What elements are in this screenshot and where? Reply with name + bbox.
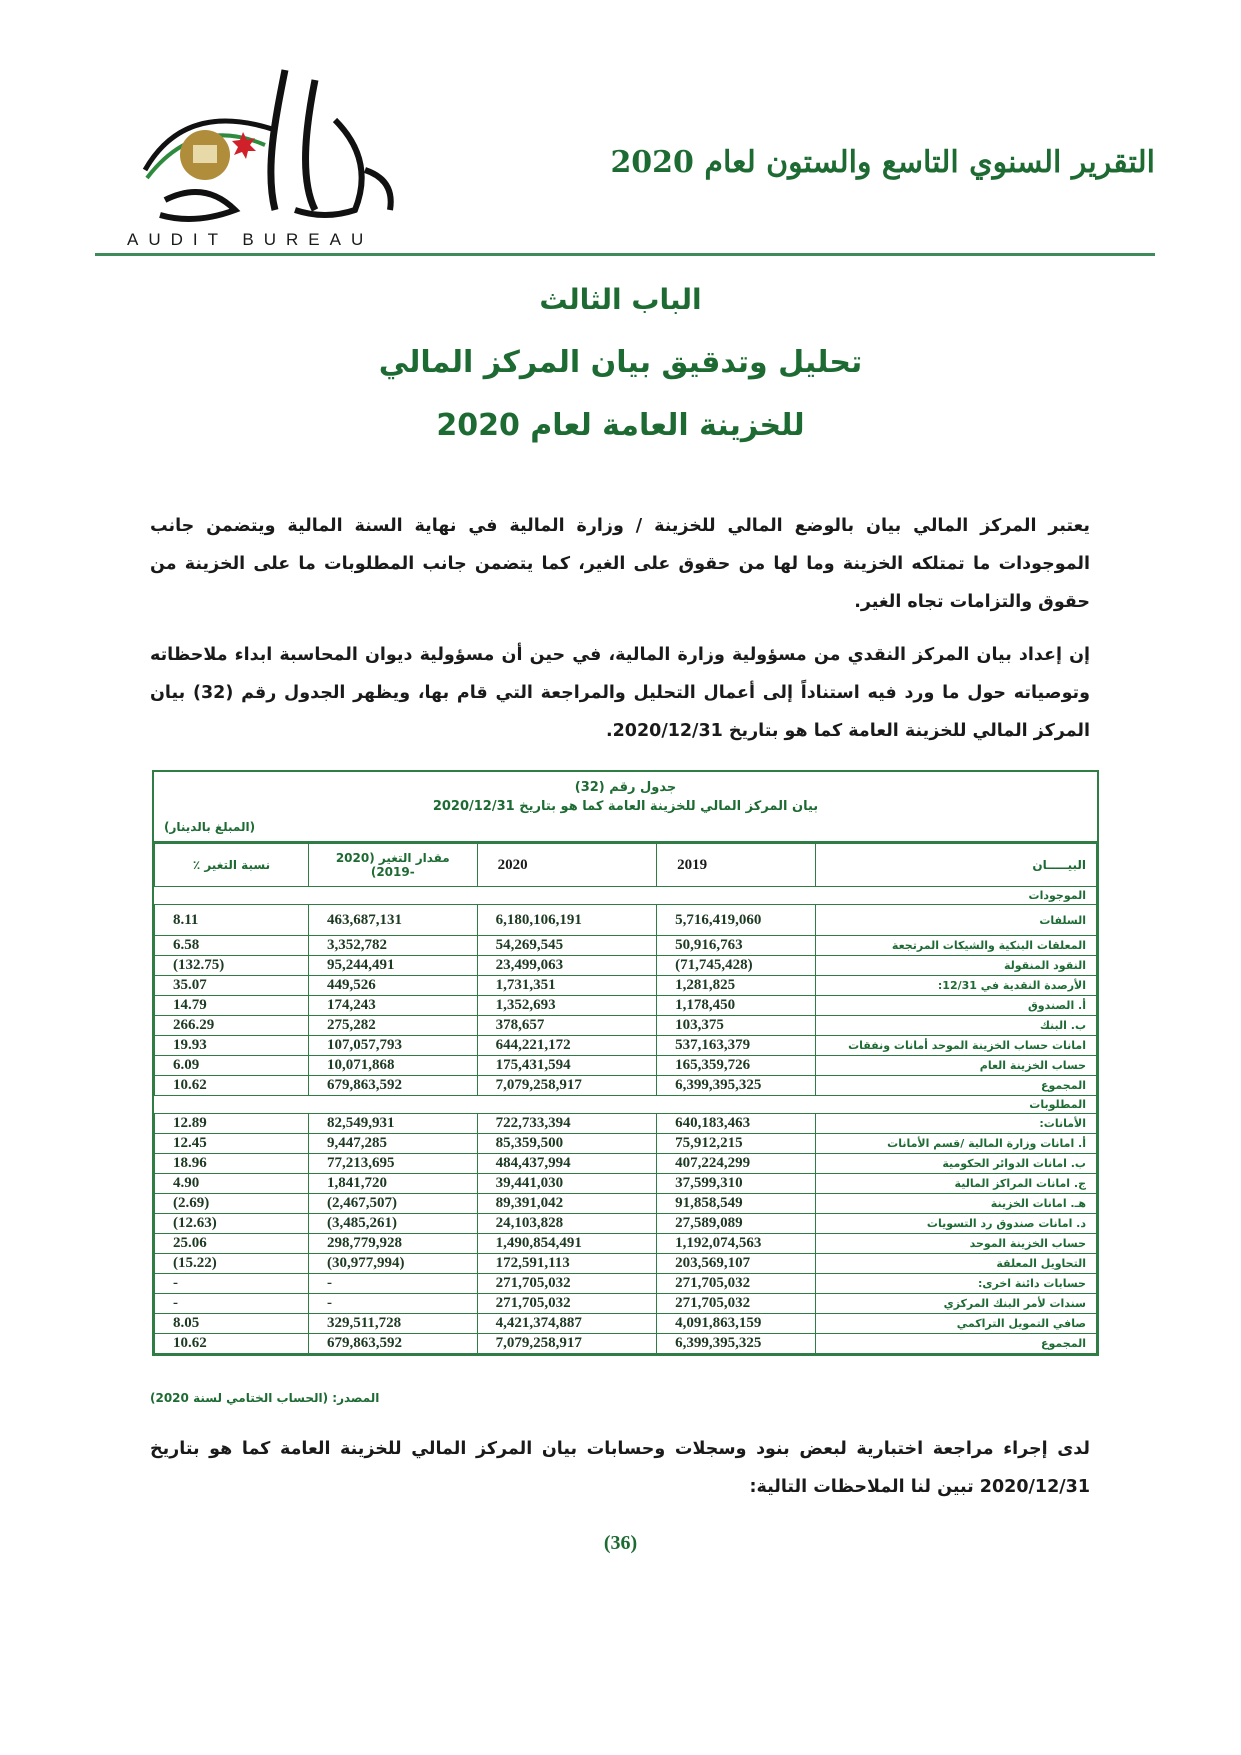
section-label: المطلوبات — [816, 1096, 1097, 1114]
change-amount: 463,687,131 — [308, 905, 477, 936]
change-percent: 12.89 — [155, 1114, 309, 1134]
table-title: بيان المركز المالي للخزينة العامة كما هو بتاريخ 2020/12/31 — [432, 799, 819, 814]
change-percent: 35.07 — [155, 976, 309, 996]
chapter-subtitle: للخزينة العامة لعام 2020 — [436, 408, 805, 443]
table-row — [155, 1076, 1097, 1096]
row-label: صافي التمويل التراكمي — [816, 1314, 1097, 1334]
value-2020: 7,079,258,917 — [477, 1076, 657, 1096]
table-row — [155, 1214, 1097, 1234]
change-percent: (132.75) — [155, 956, 309, 976]
value-2020: 85,359,500 — [477, 1134, 657, 1154]
row-label: ج. امانات المراكز المالية — [816, 1174, 1097, 1194]
row-label: ب. امانات الدوائر الحكومية — [816, 1154, 1097, 1174]
table-row — [155, 905, 1097, 936]
value-2020: 23,499,063 — [477, 956, 657, 976]
value-2020: 1,731,351 — [477, 976, 657, 996]
value-2019: 103,375 — [657, 1016, 816, 1036]
table-number: جدول رقم (32) — [574, 780, 677, 795]
change-percent: (12.63) — [155, 1214, 309, 1234]
row-label: هـ. امانات الخزينة — [816, 1194, 1097, 1214]
change-percent: 10.62 — [155, 1076, 309, 1096]
section-row-assets — [155, 887, 1097, 905]
header-item: البيـــــان — [816, 844, 1097, 887]
value-2019: (71,745,428) — [657, 956, 816, 976]
value-2019: 75,912,215 — [657, 1134, 816, 1154]
data-table — [154, 843, 1097, 1354]
value-2019: 5,716,419,060 — [657, 905, 816, 936]
value-2020: 722,733,394 — [477, 1114, 657, 1134]
change-amount: 679,863,592 — [308, 1334, 477, 1354]
change-percent: 266.29 — [155, 1016, 309, 1036]
change-amount: 107,057,793 — [308, 1036, 477, 1056]
row-label: امانات حساب الخزينة الموحد أمانات ونفقات — [816, 1036, 1097, 1056]
table-row — [155, 976, 1097, 996]
value-2019: 537,163,379 — [657, 1036, 816, 1056]
value-2019: 37,599,310 — [657, 1174, 816, 1194]
table-row — [155, 1174, 1097, 1194]
change-percent: 19.93 — [155, 1036, 309, 1056]
value-2020: 1,352,693 — [477, 996, 657, 1016]
change-percent: 8.05 — [155, 1314, 309, 1334]
value-2019: 165,359,726 — [657, 1056, 816, 1076]
value-2020: 24,103,828 — [477, 1214, 657, 1234]
value-2019: 91,858,549 — [657, 1194, 816, 1214]
page-header — [95, 60, 1155, 255]
value-2019: 1,192,074,563 — [657, 1234, 816, 1254]
value-2020: 271,705,032 — [477, 1294, 657, 1314]
row-label: المعلقات البنكية والشيكات المرتجعة — [816, 936, 1097, 956]
table-body — [155, 887, 1097, 1354]
change-amount: 679,863,592 — [308, 1076, 477, 1096]
value-2020: 172,591,113 — [477, 1254, 657, 1274]
change-amount: 77,213,695 — [308, 1154, 477, 1174]
page-number: (36) — [603, 1532, 638, 1554]
value-2019: 640,183,463 — [657, 1114, 816, 1134]
value-2020: 6,180,106,191 — [477, 905, 657, 936]
row-label: المجموع — [816, 1334, 1097, 1354]
table-row — [155, 1056, 1097, 1076]
header-2019: 2019 — [657, 844, 816, 887]
currency-unit: (المبلغ بالدينار) — [164, 820, 256, 834]
table-row — [155, 1016, 1097, 1036]
change-amount: 95,244,491 — [308, 956, 477, 976]
value-2019: 203,569,107 — [657, 1254, 816, 1274]
change-amount: 1,841,720 — [308, 1174, 477, 1194]
change-amount: (2,467,507) — [308, 1194, 477, 1214]
value-2019: 6,399,395,325 — [657, 1076, 816, 1096]
row-label: الأمانات: — [816, 1114, 1097, 1134]
change-amount: 329,511,728 — [308, 1314, 477, 1334]
change-percent: - — [155, 1294, 309, 1314]
row-label: المجموع — [816, 1076, 1097, 1096]
audit-bureau-logo — [125, 60, 425, 250]
financial-position-table — [152, 770, 1099, 1356]
change-amount: 82,549,931 — [308, 1114, 477, 1134]
value-2019: 407,224,299 — [657, 1154, 816, 1174]
value-2020: 54,269,545 — [477, 936, 657, 956]
table-caption — [154, 772, 1097, 843]
row-label: السلفات — [816, 905, 1097, 936]
table-row — [155, 1314, 1097, 1334]
change-percent: 8.11 — [155, 905, 309, 936]
value-2020: 175,431,594 — [477, 1056, 657, 1076]
logo-english-text: AUDIT BUREAU — [127, 230, 374, 249]
change-percent: 6.58 — [155, 936, 309, 956]
table-row — [155, 1294, 1097, 1314]
change-amount: - — [308, 1274, 477, 1294]
value-2019: 1,281,825 — [657, 976, 816, 996]
change-amount: 275,282 — [308, 1016, 477, 1036]
table-row — [155, 936, 1097, 956]
change-amount: 298,779,928 — [308, 1234, 477, 1254]
table-row — [155, 1254, 1097, 1274]
value-2019: 27,589,089 — [657, 1214, 816, 1234]
change-percent: (2.69) — [155, 1194, 309, 1214]
responsibility-paragraph: إن إعداد بيان المركز النقدي من مسؤولية وزارة المالية، في حين أن مسؤولية ديوان المحاسبة ابداء ملاحظاته وتوصياته حول ما ورد فيه استناداً إلى أعمال التحليل والمراجعة التي قام بها، ويظهر الجدول رقم (32) بيان المركز المالي للخزينة العامة كما هو بتاريخ 2020/12/31. — [150, 645, 1090, 741]
value-2020: 7,079,258,917 — [477, 1334, 657, 1354]
change-percent: 6.09 — [155, 1056, 309, 1076]
table-row — [155, 1154, 1097, 1174]
section-row-liabilities — [155, 1096, 1097, 1114]
section-label: الموجودات — [816, 887, 1097, 905]
change-amount: 10,071,868 — [308, 1056, 477, 1076]
change-percent: 14.79 — [155, 996, 309, 1016]
change-percent: - — [155, 1274, 309, 1294]
row-label: أ. امانات وزارة المالية /قسم الأمانات — [816, 1134, 1097, 1154]
change-percent: 18.96 — [155, 1154, 309, 1174]
value-2019: 4,091,863,159 — [657, 1314, 816, 1334]
change-amount: 174,243 — [308, 996, 477, 1016]
report-title: التقرير السنوي التاسع والستون لعام 2020 — [610, 145, 1155, 180]
row-label: حساب الخزينة الموحد — [816, 1234, 1097, 1254]
value-2020: 271,705,032 — [477, 1274, 657, 1294]
row-label: حساب الخزينة العام — [816, 1056, 1097, 1076]
value-2020: 4,421,374,887 — [477, 1314, 657, 1334]
header-2020: 2020 — [477, 844, 657, 887]
value-2020: 1,490,854,491 — [477, 1234, 657, 1254]
change-percent: 25.06 — [155, 1234, 309, 1254]
value-2020: 484,437,994 — [477, 1154, 657, 1174]
change-percent: 4.90 — [155, 1174, 309, 1194]
table-row — [155, 1334, 1097, 1354]
value-2019: 1,178,450 — [657, 996, 816, 1016]
table-row — [155, 956, 1097, 976]
value-2019: 271,705,032 — [657, 1294, 816, 1314]
value-2019: 6,399,395,325 — [657, 1334, 816, 1354]
change-amount: (3,485,261) — [308, 1214, 477, 1234]
row-label: ب. البنك — [816, 1016, 1097, 1036]
value-2019: 271,705,032 — [657, 1274, 816, 1294]
row-label: التحاويل المعلقة — [816, 1254, 1097, 1274]
header-change-pct: نسبة التغير ٪ — [155, 844, 309, 887]
table-row — [155, 1274, 1097, 1294]
change-amount: 3,352,782 — [308, 936, 477, 956]
header-divider — [95, 253, 1155, 256]
change-percent: 12.45 — [155, 1134, 309, 1154]
row-label: حسابات دائنة اخرى: — [816, 1274, 1097, 1294]
change-amount: 449,526 — [308, 976, 477, 996]
table-row — [155, 996, 1097, 1016]
value-2020: 89,391,042 — [477, 1194, 657, 1214]
header-row — [155, 844, 1097, 887]
table-row — [155, 1036, 1097, 1056]
change-amount: - — [308, 1294, 477, 1314]
value-2020: 644,221,172 — [477, 1036, 657, 1056]
row-label: الأرصدة النقدية في 12/31: — [816, 976, 1097, 996]
chapter-number: الباب الثالث — [539, 283, 702, 316]
table-row — [155, 1234, 1097, 1254]
logo-emblem-icon — [125, 60, 425, 225]
row-label: النقود المنقولة — [816, 956, 1097, 976]
table-row — [155, 1194, 1097, 1214]
findings-paragraph: لدى إجراء مراجعة اختبارية لبعض بنود وسجلات وحسابات بيان المركز المالي للخزينة العامة كما هو بتاريخ 2020/12/31 تبين لنا الملاحظات التالية: — [150, 1439, 1090, 1497]
table-row — [155, 1134, 1097, 1154]
intro-paragraph: يعتبر المركز المالي بيان بالوضع المالي للخزينة / وزارة المالية في نهاية السنة المالية ويتضمن جانب الموجودات ما تمتلكه الخزينة وما لها من حقوق على الغير، كما يتضمن جانب المطلوبات ما على الخزينة من حقوق والتزامات تجاه الغير. — [150, 516, 1090, 612]
value-2020: 39,441,030 — [477, 1174, 657, 1194]
change-percent: 10.62 — [155, 1334, 309, 1354]
chapter-title: تحليل وتدقيق بيان المركز المالي — [378, 345, 863, 380]
value-2019: 50,916,763 — [657, 936, 816, 956]
value-2020: 378,657 — [477, 1016, 657, 1036]
row-label: د. امانات صندوق رد التسويات — [816, 1214, 1097, 1234]
row-label: أ. الصندوق — [816, 996, 1097, 1016]
table-source: المصدر: (الحساب الختامي لسنة 2020) — [150, 1391, 380, 1405]
change-amount: (30,977,994) — [308, 1254, 477, 1274]
change-amount: 9,447,285 — [308, 1134, 477, 1154]
change-percent: (15.22) — [155, 1254, 309, 1274]
table-row — [155, 1114, 1097, 1134]
header-change-amount: مقدار التغير (2020 -2019) — [308, 844, 477, 887]
row-label: سندات لأمر البنك المركزي — [816, 1294, 1097, 1314]
